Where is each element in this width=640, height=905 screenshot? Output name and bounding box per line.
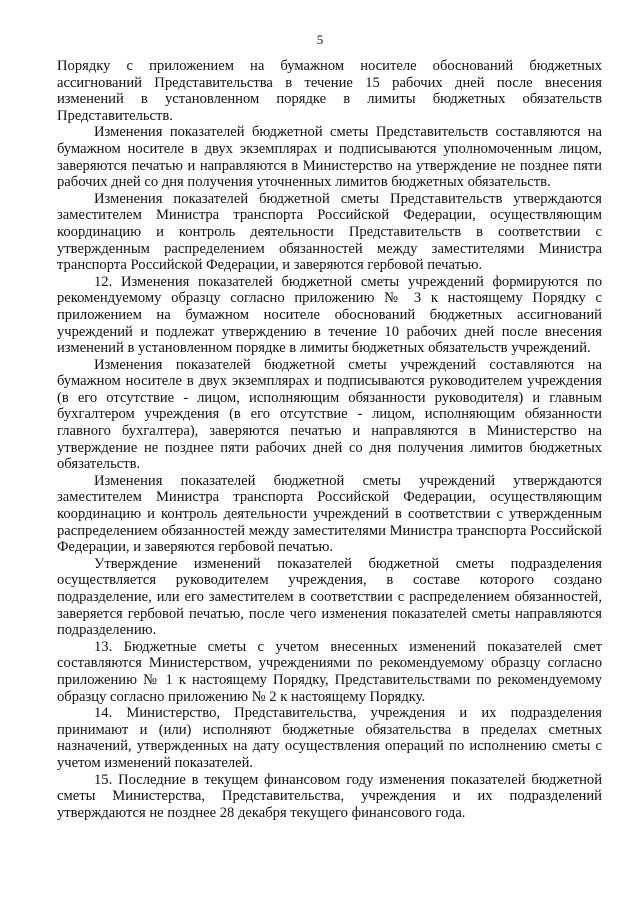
paragraph-continuation: Порядку с приложением на бумажном носителе обоснований бюджетных ассигнований Представительства в течение 15 рабочих дней после внесения изменений в установленном порядке в лимиты бюджетных обязательств Представительств.: [57, 58, 602, 124]
document-body: [57, 58, 602, 821]
paragraph-item-15: 15. Последние в текущем финансовом году изменения показателей бюджетной сметы Министерства, Представительства, учреждения и их подразделений утверждаются не позднее 28 декабря текущего финансового года.: [57, 771, 602, 821]
paragraph: Изменения показателей бюджетной сметы учреждений утверждаются заместителем Министра транспорта Российской Федерации, осуществляющим координацию и контроль деятельности учреждений в соответствии с утвержденным распределением обязанностей между заместителями Министра транспорта Российской Федерации, и заверяются гербовой печатью.: [57, 472, 602, 556]
paragraph: Утверждение изменений показателей бюджетной сметы подразделения осуществляется руководителем учреждения, в составе которого создано подразделение, или его заместителем в соответствии с распределением обязанностей, заверяется гербовой печатью, после чего изменения показателей сметы направляются подразделению.: [57, 555, 602, 639]
page-number: 5: [316, 32, 324, 47]
paragraph: Изменения показателей бюджетной сметы Представительств утверждаются заместителем Министра транспорта Российской Федерации, осуществляющим координацию и контроль деятельности Представительств в соответствии с утвержденным распределением обязанностей между заместителями Министра транспорта Российской Федерации, и заверяются гербовой печатью.: [57, 190, 602, 274]
paragraph-item-13: 13. Бюджетные сметы с учетом внесенных изменений показателей смет составляются Министерством, учреждениями по рекомендуемому образцу согласно приложению № 1 к настоящему Порядку, Представительствами по рекомендуемому образцу согласно приложению № 2 к настоящему Порядку.: [57, 638, 602, 705]
paragraph-item-12: 12. Изменения показателей бюджетной сметы учреждений формируются по рекомендуемому образцу согласно приложению № 3 к настоящему Порядку с приложением на бумажном носителе обоснований бюджетных ассигнований учреждений и подлежат утверждению в течение 10 рабочих дней после внесения изменений в установленном порядке в лимиты бюджетных обязательств учреждений.: [57, 273, 602, 357]
paragraph: Изменения показателей бюджетной сметы учреждений составляются на бумажном носителе в двух экземплярах и подписываются руководителем учреждения (в его отсутствие - лицом, исполняющим обязанности руководителя) и главным бухгалтером учреждения (в его отсутствие - лицом, исполняющим обязанности главного бухгалтера), заверяются печатью и направляются в Министерство на утверждение не позднее пяти рабочих дней со дня получения лимитов бюджетных обязательств.: [57, 356, 602, 473]
paragraph: Изменения показателей бюджетной сметы Представительств составляются на бумажном носителе в двух экземплярах и подписываются уполномоченным лицом, заверяются печатью и направляются в Министерство на утверждение не позднее пяти рабочих дней со дня получения уточненных лимитов бюджетных обязательств.: [57, 124, 602, 191]
paragraph-item-14: 14. Министерство, Представительства, учреждения и их подразделения принимают и (или) исполняют бюджетные обязательства в пределах сметных назначений, утвержденных на дату осуществления операций по исполнению сметы с учетом изменений показателей.: [57, 705, 602, 771]
